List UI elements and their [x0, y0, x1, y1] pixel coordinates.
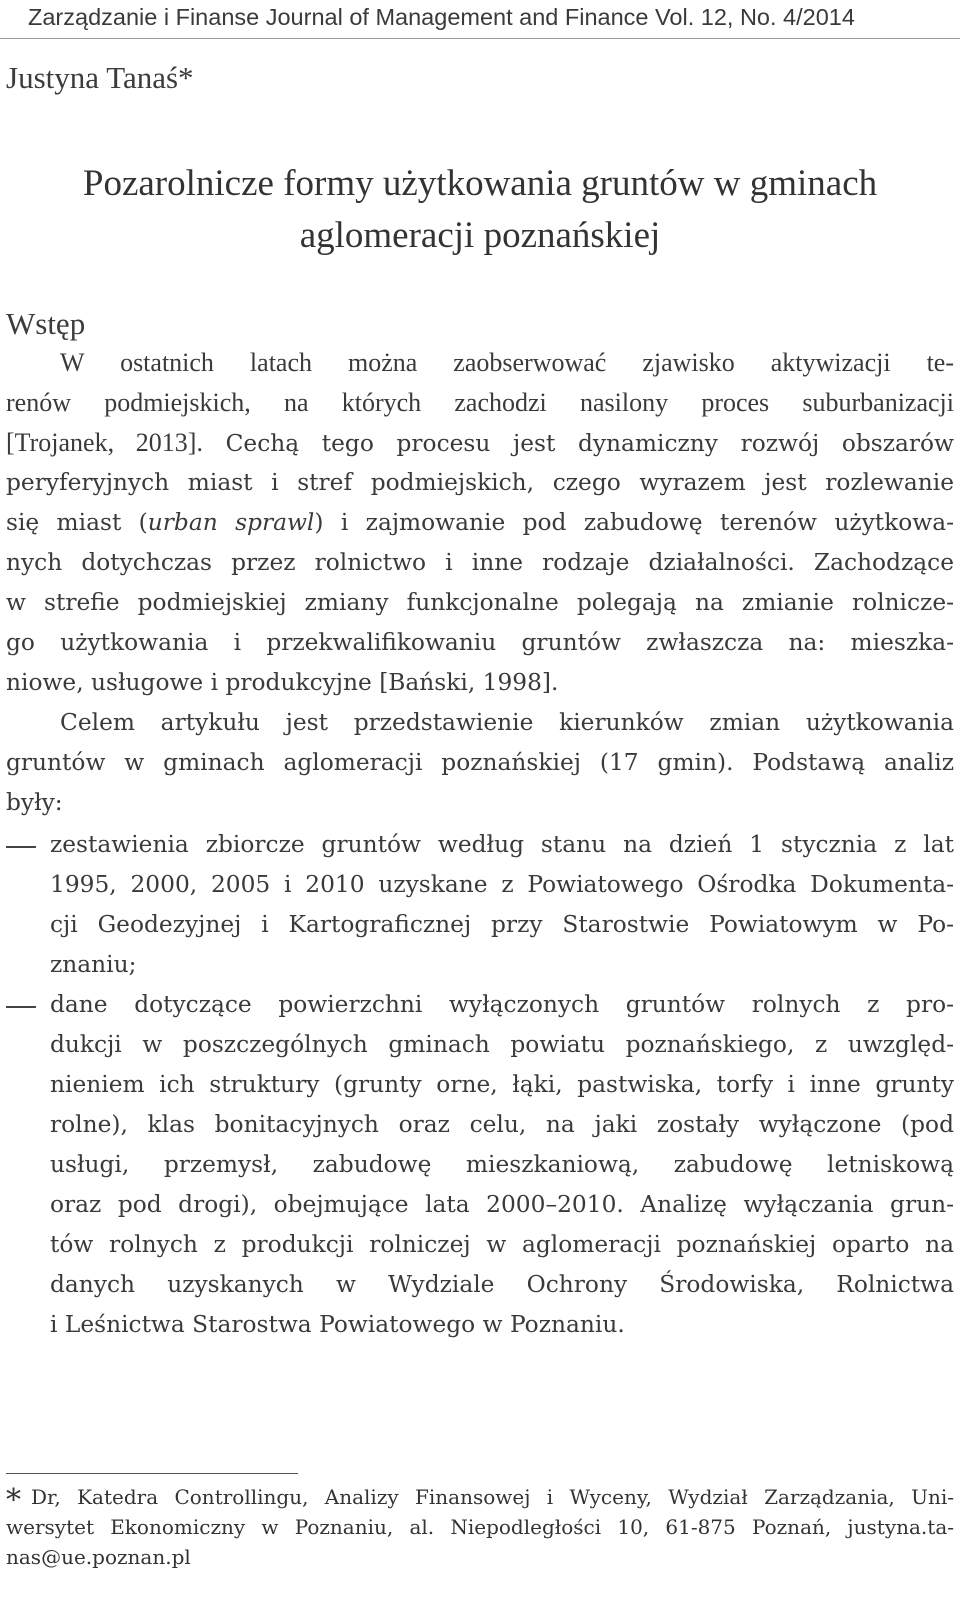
- paragraph-line: nych dotychczas przez rolnictwo i inne rodzaje działalności. Zachodzące: [6, 549, 954, 576]
- bullet-line: i Leśnictwa Starostwa Powiatowego w Poznaniu.: [50, 1311, 625, 1338]
- footnote-marker: *: [6, 1483, 21, 1518]
- header-divider: [0, 38, 960, 39]
- dash-bullet: [6, 846, 36, 848]
- author-name: Justyna Tanaś*: [6, 60, 194, 95]
- bullet-line: zestawienia zbiorcze gruntów według stanu na dzień 1 stycznia z lat: [50, 831, 954, 858]
- bullet-line: dukcji w poszczególnych gminach powiatu poznańskiego, z uwzględ-: [50, 1031, 954, 1058]
- paragraph-line: były:: [6, 789, 63, 816]
- bullet-line: 1995, 2000, 2005 i 2010 uzyskane z Powiatowego Ośrodka Dokumenta-: [50, 871, 954, 898]
- paragraph-line: W ostatnich latach można zaobserwować zjawisko aktywizacji te-: [60, 348, 954, 377]
- title-line-1: Pozarolnicze formy użytkowania gruntów w gminach: [82, 163, 878, 204]
- paragraph-line: renów podmiejskich, na których zachodzi nasilony proces suburbanizacji: [6, 388, 954, 417]
- footnote-text: Dr, Katedra Controllingu, Analizy Finansowej i Wyceny, Wydział Zarządzania, Uni-: [31, 1485, 954, 1509]
- paragraph-text: ) i zajmowanie pod zabudowę terenów użytkowa-: [314, 509, 955, 536]
- footnote-divider: [6, 1473, 298, 1474]
- footnote-line: [6, 1482, 954, 1516]
- paragraph-text: Cechą tego procesu jest dynamiczny rozwój obszarów: [202, 430, 954, 457]
- title-line-2: aglomeracji poznańskiej: [299, 215, 661, 256]
- paragraph-text: się miast (: [6, 509, 148, 536]
- bullet-line: rolne), klas bonitacyjnych oraz celu, na jaki zostały wyłączone (pod: [50, 1111, 954, 1138]
- footnote-line: wersytet Ekonomiczny w Poznaniu, al. Niepodległości 10, 61-875 Poznań, justyna.ta-: [6, 1515, 954, 1539]
- bullet-line: dane dotyczące powierzchni wyłączonych gruntów rolnych z pro-: [50, 991, 954, 1018]
- paragraph-line: [6, 423, 954, 464]
- paragraph-line: peryferyjnych miast i stref podmiejskich, czego wyrazem jest rozlewanie: [6, 469, 954, 496]
- paragraph-line: Celem artykułu jest przedstawienie kierunków zmian użytkowania: [60, 709, 954, 736]
- article-title: [0, 158, 960, 262]
- bullet-line: usługi, przemysł, zabudowę mieszkaniową, zabudowę letniskową: [50, 1151, 954, 1178]
- journal-header: Zarządzanie i Finanse Journal of Management and Finance Vol. 12, No. 4/2014: [28, 4, 855, 30]
- italic-term: urban sprawl: [147, 509, 315, 536]
- bullet-line: nieniem ich struktury (grunty orne, łąki, pastwiska, torfy i inne grunty: [50, 1071, 954, 1098]
- paragraph-line: niowe, usługowe i produkcyjne [Bański, 1998].: [6, 669, 559, 696]
- paragraph-line: [6, 503, 954, 543]
- section-heading: Wstęp: [6, 306, 86, 341]
- paragraph-line: go użytkowania i przekwalifikowaniu gruntów zwłaszcza na: mieszka-: [6, 629, 954, 656]
- paragraph-line: gruntów w gminach aglomeracji poznańskiej (17 gmin). Podstawą analiz: [6, 749, 954, 776]
- citation: [Trojanek, 2013].: [6, 428, 203, 457]
- bullet-line: cji Geodezyjnej i Kartograficznej przy Starostwie Powiatowym w Po-: [50, 911, 954, 938]
- bullet-line: danych uzyskanych w Wydziale Ochrony Środowiska, Rolnictwa: [50, 1271, 954, 1298]
- bullet-line: oraz pod drogi), obejmujące lata 2000–2010. Analizę wyłączania grun-: [50, 1191, 954, 1218]
- paragraph-line: w strefie podmiejskiej zmiany funkcjonalne polegają na zmianie rolnicze-: [6, 589, 954, 616]
- bullet-line: znaniu;: [50, 951, 137, 978]
- dash-bullet: [6, 1006, 36, 1008]
- bullet-line: tów rolnych z produkcji rolniczej w aglomeracji poznańskiej oparto na: [50, 1231, 954, 1258]
- footnote-line: nas@ue.poznan.pl: [6, 1545, 191, 1569]
